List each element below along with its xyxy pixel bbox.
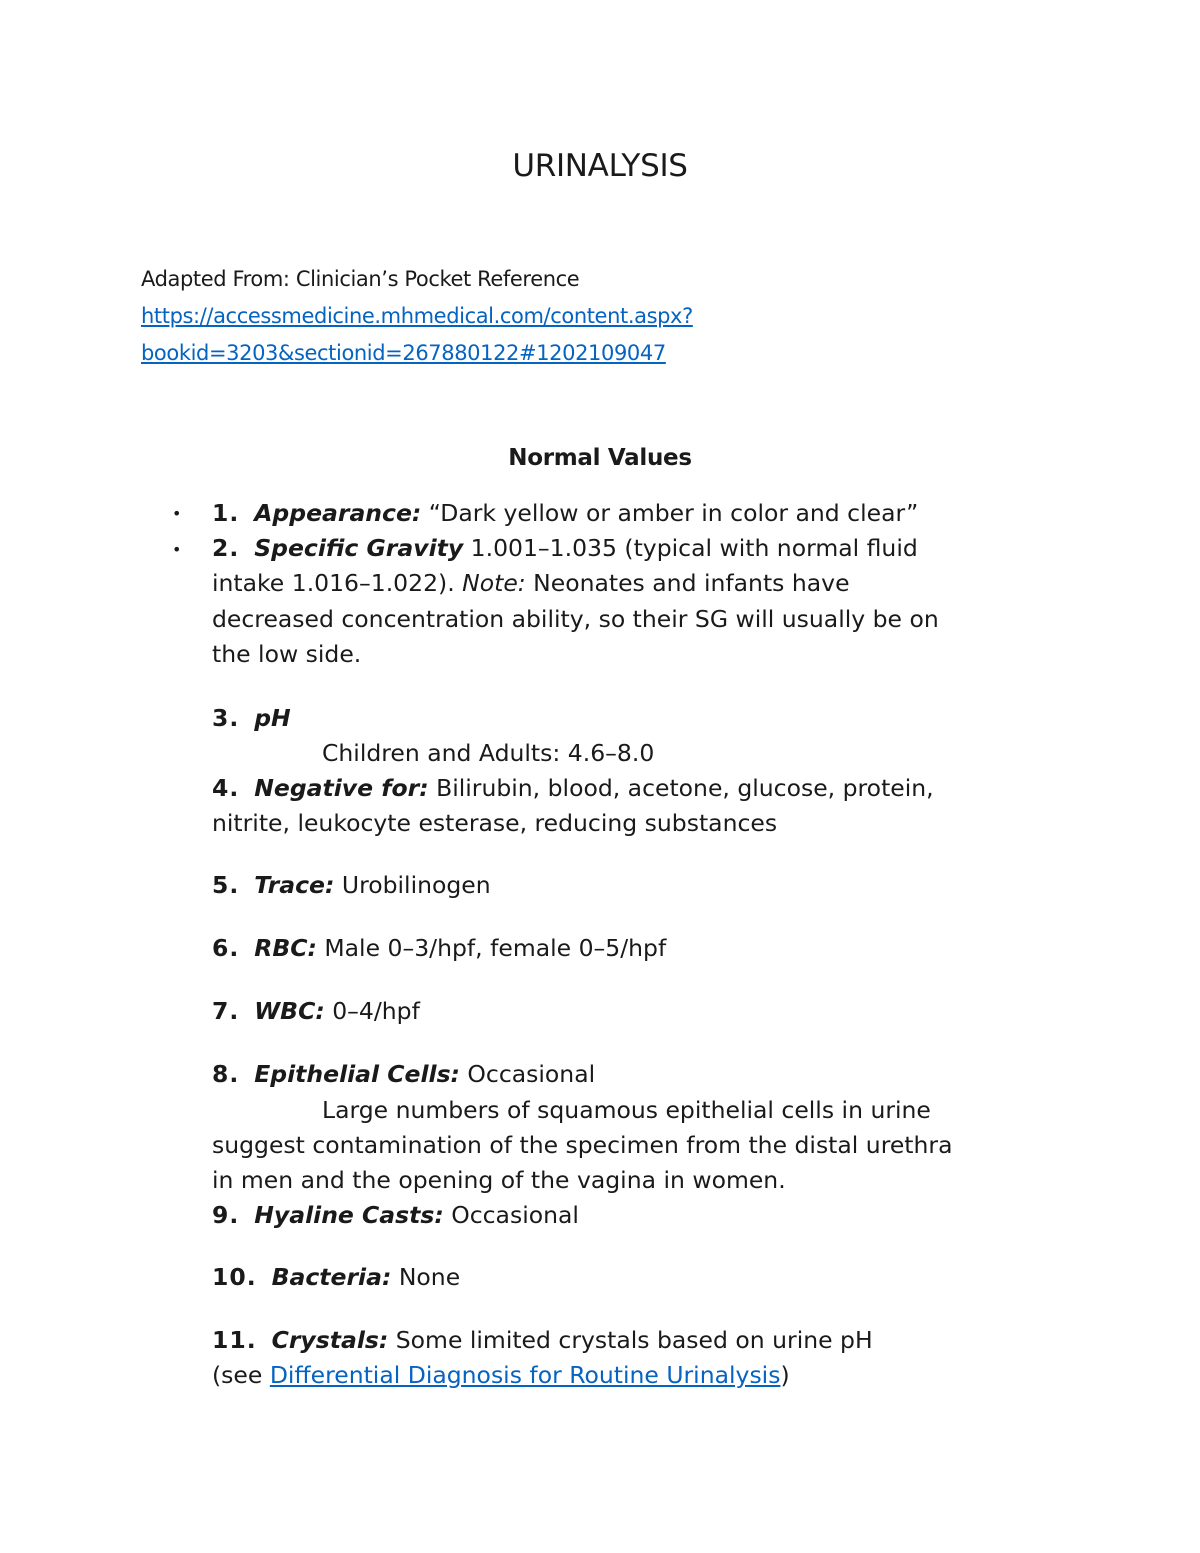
item-number: 7. <box>212 997 240 1025</box>
section-title: Normal Values <box>508 445 692 471</box>
item-label: Bacteria: <box>271 1263 392 1291</box>
page-title: URINALYSIS <box>512 148 688 184</box>
source-link-line2[interactable]: bookid=3203&sectionid=267880122#1202109047 <box>141 341 666 365</box>
list-item-continuation: in men and the opening of the vagina in women. <box>212 1166 786 1194</box>
item-value: Occasional <box>443 1201 579 1229</box>
item-number: 10. <box>212 1263 257 1291</box>
bullet-marker: • <box>172 504 182 523</box>
list-item-continuation: nitrite, leukocyte esterase, reducing substances <box>212 809 778 837</box>
item-number: 8. <box>212 1060 240 1088</box>
list-item-continuation: the low side. <box>212 640 362 668</box>
item-label: Hyaline Casts: <box>254 1201 444 1229</box>
source-link-line1[interactable]: https://accessmedicine.mhmedical.com/content.aspx? <box>141 304 693 328</box>
item-value: 0–4/hpf <box>324 997 420 1025</box>
item-number: 6. <box>212 934 240 962</box>
list-item-continuation <box>212 566 850 601</box>
item-number: 3. <box>212 704 240 732</box>
list-item-continuation: decreased concentration ability, so their SG will usually be on <box>212 605 939 633</box>
list-item <box>212 1057 595 1092</box>
item-label: Negative for: <box>254 774 429 802</box>
item-value: Some limited crystals based on urine pH <box>388 1326 873 1354</box>
item-value: Bilirubin, blood, acetone, glucose, protein, <box>428 774 934 802</box>
item-number: 1. <box>212 499 240 527</box>
list-item-continuation: suggest contamination of the specimen from the distal urethra <box>212 1131 953 1159</box>
item-label: Appearance: <box>254 499 422 527</box>
list-item <box>212 931 666 966</box>
note-label: Note: <box>462 569 526 597</box>
item-number: 4. <box>212 774 240 802</box>
bullet-marker: • <box>172 540 182 559</box>
list-item <box>212 771 934 806</box>
item-value: 1.001–1.035 (typical with normal fluid <box>463 534 918 562</box>
item-value: Urobilinogen <box>334 871 491 899</box>
item-label: RBC: <box>254 934 317 962</box>
source-link[interactable] <box>141 298 693 372</box>
item-number: 11. <box>212 1326 257 1354</box>
item-label: Trace: <box>254 871 335 899</box>
item-label: WBC: <box>254 997 325 1025</box>
list-item <box>212 1323 873 1358</box>
list-item <box>212 1198 579 1233</box>
item-label: Crystals: <box>271 1326 389 1354</box>
item-number: 2. <box>212 534 240 562</box>
list-item <box>212 994 420 1029</box>
item-text: ) <box>780 1361 790 1389</box>
item-value: “Dark yellow or amber in color and clear” <box>421 499 919 527</box>
list-item <box>212 496 918 531</box>
list-item <box>212 531 918 566</box>
list-item <box>212 1260 460 1295</box>
list-item <box>212 868 491 903</box>
item-number: 9. <box>212 1201 240 1229</box>
item-value: Male 0–3/hpf, female 0–5/hpf <box>316 934 667 962</box>
list-item-continuation <box>212 1358 790 1393</box>
item-text: Neonates and infants have <box>525 569 850 597</box>
item-label: Epithelial Cells: <box>254 1060 460 1088</box>
item-label: pH <box>254 704 291 732</box>
list-item <box>212 701 291 736</box>
list-item-sub: Children and Adults: 4.6–8.0 <box>322 739 655 767</box>
item-value: Occasional <box>459 1060 596 1088</box>
item-number: 5. <box>212 871 240 899</box>
item-text: (see <box>212 1361 270 1389</box>
source-block <box>141 261 693 372</box>
differential-diagnosis-link[interactable]: Differential Diagnosis for Routine Urinalysis <box>269 1361 781 1389</box>
item-value: None <box>391 1263 461 1291</box>
adapted-from-text: Adapted From: Clinician’s Pocket Reference <box>141 267 580 291</box>
item-text: intake 1.016–1.022). <box>212 569 463 597</box>
item-label: Specific Gravity <box>254 534 464 562</box>
list-item-sub: Large numbers of squamous epithelial cells in urine <box>322 1096 931 1124</box>
